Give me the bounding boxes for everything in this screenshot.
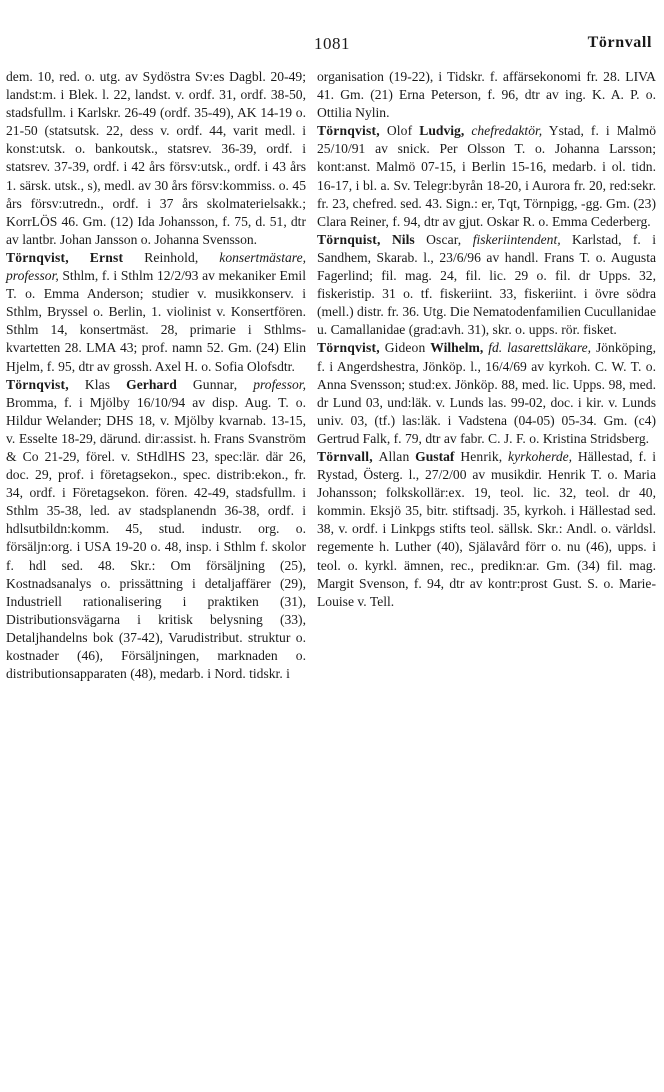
left-column	[6, 68, 306, 683]
biography-entry	[317, 122, 656, 231]
entry-first-name: Klas	[84, 376, 111, 392]
entry-surname: Törnqvist,	[6, 376, 69, 392]
entry-title: chefredaktör,	[471, 123, 543, 139]
entry-first-name: Gideon	[384, 340, 426, 356]
entry-surname: Törnquist,	[317, 231, 381, 247]
entry-surname: Törnqvist,	[6, 249, 69, 265]
entry-called-name: Nils	[391, 231, 415, 247]
entry-text: Sthlm, f. i Sthlm 12/2/93 av mekaniker Emil T. o. Emma Anderson; studier v. musikkonserv. i Sthlm, Bryssel o. Berlin, 1. violinist v. Konsertfören. Sthlm 14, konsertmäst. 28, primarie i Sthlms-kvartetten 28. LMA 43; prof. namn 52. Gm. (24) Elin Hjelm, f. 95, dtr av grossh. Axel H. o. Sofia Olofsdtr.	[6, 268, 306, 374]
entry-given-names: Oscar,	[414, 231, 462, 247]
biography-entry	[317, 448, 656, 611]
entry-first-name: Olof	[386, 123, 413, 139]
entry-text: Jönköping, f. i Angerdshestra, Jönköp. l., 16/4/69 av kyrkoh. C. W. T. o. Anna Svensson; stud:ex. Jönköp. 88, med. lic. Upps. 98, med. dr Lund 03, und:läk. v. Lunds las. 99-02, doc. i kir. v. Lunds univ. 03, (tf.) las:läk. i Vadstena (04-05) 05-34. Gm. (c4) Gertrud Falk, f. 79, dtr av fabr. C. J. F. o. Kristina Stridsberg.	[317, 340, 656, 446]
biography-entry	[6, 376, 306, 684]
entry-text: Karlstad, f. i Sandhem, Skarab. l., 23/6/96 av handl. Frans T. o. Augusta Fagerlind; fil. mag. 24, fil. lic. 29 o. fil. dr Upps. 32, fiskeristip. 31 o. tf. fiskeriint. 33, fiskeriint. i övre södra (mell.) distr. fr. 36. Utg. Die Nematodenfamilien Cucullanidae u. Camallanidae (grad:avh. 31), skr. o. upps. rör. fisket.	[317, 231, 657, 338]
entry-text: Hällestad, f. i Rystad, Österg. l., 27/2/00 av musikdir. Henrik T. o. Maria Johansson; folkskollär:ex. 19, teol. lic. 32, teol. dr 40, kommin. Eksjö 35, bitr. stiftsadj. 35, kyrkoh. i Hällestad sed. 38, v. ordf. i Linkpgs stifts teol. sällsk. Skr.: Andl. o. världsl. regemente h. Luther (40), Själavård förr o. nu (46), upps. i teol. o. kyrkl. ämnen, rec., predikn:ar. Gm. (34) fil. mag. Margit Svenson, f. 94, dtr av kontr:prost Gust. S. o. Marie-Louise v. Tell.	[317, 448, 656, 609]
entry-called-name: Gerhard	[126, 376, 177, 392]
entry-called-name: Wilhelm,	[430, 340, 484, 356]
entry-title: fiskeriintendent,	[472, 231, 561, 247]
entry-surname: Törnqvist,	[317, 123, 380, 139]
entry-surname: Törnqvist,	[317, 340, 380, 356]
biography-entry	[6, 249, 306, 376]
biography-entry	[317, 231, 656, 340]
entry-title: professor,	[253, 376, 306, 392]
running-head: Törnvall	[587, 34, 652, 51]
continuation-text: organisation (19-22), i Tidskr. f. affärsekonomi fr. 28. LIVA 41. Gm. (21) Erna Peterson, f. 96, dtr av ing. K. A. P. o. Ottilia Nylin.	[317, 69, 656, 121]
entry-text: Bromma, f. i Mjölby 16/10/94 av disp. Aug. T. o. Hildur Welander; DHS 18, v. Mjölby kvarnab. 13-15, v. Esselte 18-29, därund. dir:assist. h. Frans Svanström & Co 21-29, förel. v. StHdlHS 23, spec:lär. där 26, doc. 29, prof. i företagsekon., spec. distrib:ekon., fr. 34, ordf. i Företagsekon. fören. 42-49, stadsfullm. i Sthlm 35-38, led. av stadsplanendn 36-38, ordf. i hdlsutbildn:komm. 45, stud. industr. org. o. försäljn:org. i USA 19-20 o. 48, insp. i Sthlm f. skolor f. hdl sed. 48. Skr.: Om försäljning (25), Kostnadsanalys o. prissättning i detaljaffärer (29), Industriell rationalisering i praktiken (31), Distributionsvägarna i kritisk belysning (33), Detaljhandelns bok (37-42), Varudistribut. struktur o. kostnader (46), Försäljningen, marknaden o. distributionsapparaten (48), medarb. i Nord. tidskr. i	[6, 394, 306, 682]
entry-called-name: Gustaf	[415, 448, 455, 464]
entry-given-names: Henrik,	[454, 448, 503, 464]
entry-title: konsertmästare, professor,	[6, 249, 307, 284]
entry-first-name: Ernst	[89, 249, 124, 265]
continuation-text: dem. 10, red. o. utg. av Sydöstra Sv:es Dagbl. 20-49; landst:m. i Blek. l. 22, landst. v. ordf. 31, ordf. 38-50, stadsfullm. i Karlskr. 26-49 (ordf. 35-49), AK 14-19 o. 21-50 (statsutsk. 22, dess v. ordf. 44, varit medl. i konst:utsk. o. bankoutsk., statsrev. 36-39, ordf. i statsrev. 37-39, ordf. i 42 års försv:utsk., ordf. i 43 års 1. särsk. utsk., s), medl. av 30 års försv:kommiss. o. 45 års försv:utredn., ordf. i 37 års skolmaterielsakk.; KorrLÖS 46. Gm. (12) Ida Johansson, f. 75, d. 51, dtr av lantbr. Johan Jansson o. Johanna Svensson.	[6, 69, 306, 247]
page-number: 1081	[314, 34, 350, 53]
entry-given-names: Reinhold,	[123, 249, 199, 265]
entry-text: Ystad, f. i Malmö 25/10/91 av snick. Per Olsson T. o. Johanna Larsson; kont:anst. Malmö 07-15, i Berlin 15-16, medarb. i ol. tidn. 16-17, i bl. a. Sv. Telegr:byrån 18-20, i Aurora fr. 20, red:sekr. fr. 23, chefred. sed. 43. Sign.: er, Tqt, Törnpigg, -gg. Gm. (23) Clara Reiner, f. 94, dtr av gjut. Oskar R. o. Emma Cederberg.	[317, 123, 657, 229]
right-column	[317, 68, 656, 611]
biography-entry	[317, 339, 656, 448]
entry-called-name: Ludvig,	[419, 123, 465, 139]
entry-given-names: Gunnar,	[176, 376, 238, 392]
entry-title: kyrkoherde,	[508, 448, 573, 464]
entry-surname: Törnvall,	[317, 448, 373, 464]
entry-first-name: Allan	[378, 448, 410, 464]
page-header	[0, 34, 664, 58]
entry-title: fd. lasarettsläkare,	[488, 340, 592, 356]
